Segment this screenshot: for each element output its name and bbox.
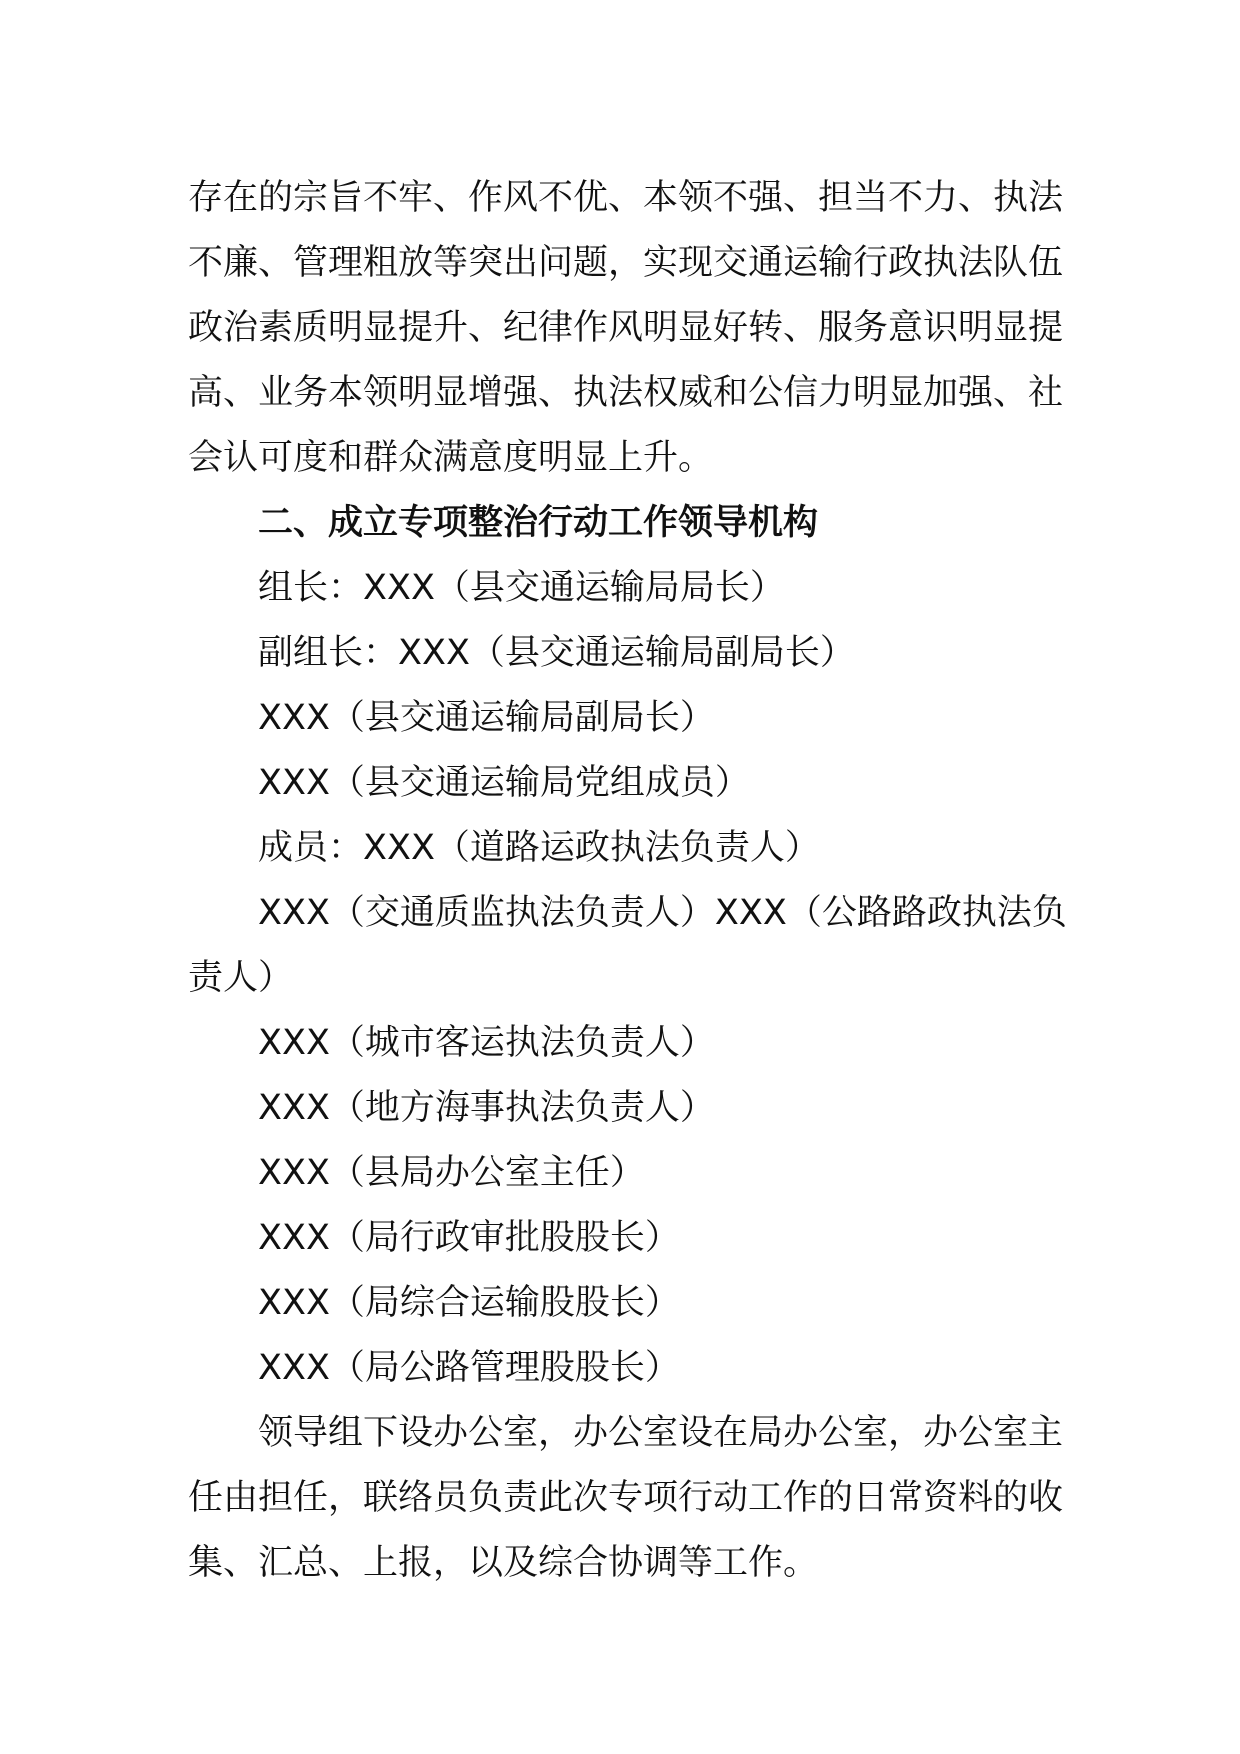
text-line: 不廉、管理粗放等突出问题，实现交通运输行政执法队伍: [188, 243, 1064, 283]
text-line: 责人）: [188, 958, 294, 998]
member-line-members: 成员：XXX（道路运政执法负责人）: [258, 828, 820, 868]
text-line: 政治素质明显提升、纪律作风明显好转、服务意识明显提: [188, 308, 1064, 348]
text-line: XXX（交通质监执法负责人）XXX（公路路政执法负: [258, 893, 1067, 933]
section-heading: 二、成立专项整治行动工作领导机构: [258, 503, 819, 543]
member-line-maritime: XXX（地方海事执法负责人）: [258, 1088, 715, 1128]
member-line-deputy-director: XXX（县交通运输局副局长）: [258, 698, 715, 738]
document-body: [188, 166, 1067, 1596]
text-line: 会认可度和群众满意度明显上升。: [188, 438, 714, 478]
member-long-entry: [188, 881, 1067, 1011]
member-line-transport: XXX（局综合运输股股长）: [258, 1283, 680, 1323]
text-line: 任由担任，联络员负责此次专项行动工作的日常资料的收: [188, 1478, 1064, 1518]
goals-paragraph: [188, 166, 1064, 491]
member-line-deputy-leader: 副组长：XXX（县交通运输局副局长）: [258, 633, 855, 673]
office-paragraph: [188, 1401, 1064, 1596]
member-line-highway: XXX（局公路管理股股长）: [258, 1348, 680, 1388]
text-line: 存在的宗旨不牢、作风不优、本领不强、担当不力、执法: [188, 178, 1064, 218]
member-line-office-director: XXX（县局办公室主任）: [258, 1153, 645, 1193]
member-line-party-member: XXX（县交通运输局党组成员）: [258, 763, 750, 803]
member-line-leader: 组长：XXX（县交通运输局局长）: [258, 568, 785, 608]
text-line: 集、汇总、上报，以及综合协调等工作。: [188, 1543, 819, 1583]
text-line: 领导组下设办公室，办公室设在局办公室，办公室主: [258, 1413, 1064, 1453]
member-line-city-transit: XXX（城市客运执法负责人）: [258, 1023, 715, 1063]
text-line: 高、业务本领明显增强、执法权威和公信力明显加强、社: [188, 373, 1064, 413]
member-line-admin-approval: XXX（局行政审批股股长）: [258, 1218, 680, 1258]
